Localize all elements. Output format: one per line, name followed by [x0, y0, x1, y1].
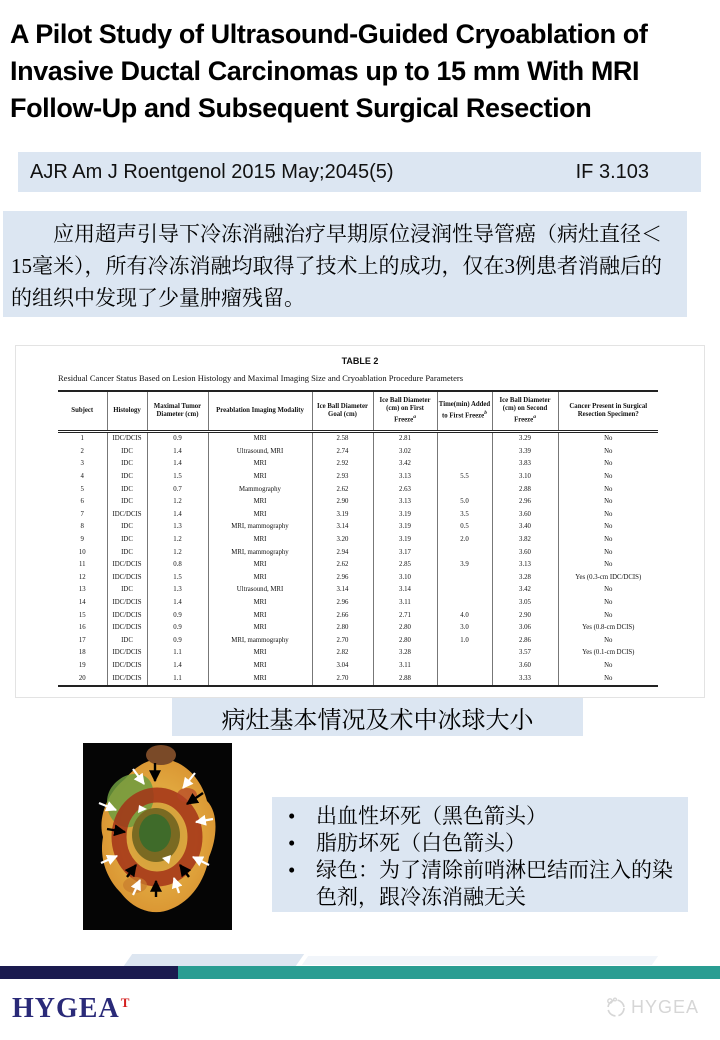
table-cell: 2.74 — [312, 446, 373, 459]
table-cell: 2.80 — [312, 622, 373, 635]
impact-factor: IF 3.103 — [575, 160, 649, 183]
table-cell: 17 — [78, 636, 86, 644]
table-cell: 2.70 — [312, 635, 373, 648]
table-cell: Ultrasound, MRI — [208, 446, 312, 459]
table-row — [58, 584, 658, 597]
table-cell: 3.11 — [373, 660, 437, 673]
table-cell: 1.3 — [147, 521, 208, 534]
legend-box — [272, 797, 688, 912]
table-cell: 3.0 — [437, 622, 492, 635]
table-cell: 3.28 — [373, 647, 437, 660]
table-row — [58, 483, 658, 496]
table-cell: 2.62 — [312, 483, 373, 496]
table-cell: MRI — [208, 597, 312, 610]
table-cell: 3.19 — [373, 509, 437, 522]
table-cell: MRI — [208, 672, 312, 686]
table-cell: 3.9 — [437, 559, 492, 572]
table-cell: 3.14 — [373, 584, 437, 597]
table-cell: 3.10 — [373, 572, 437, 585]
table-header-cell: Subject — [58, 391, 107, 432]
bullet-item: • 绿色：为了清除前哨淋巴结而注入的染色剂，跟冷冻消融无关 — [272, 857, 678, 911]
table-header-cell: Ice Ball Diameter (cm) on First Freeze$^a$ — [373, 391, 437, 432]
data-table — [58, 390, 658, 687]
table-cell: 2.81 — [373, 432, 437, 446]
table-cell: 6 — [80, 498, 84, 506]
table-cell: 2.96 — [312, 572, 373, 585]
table-cell: IDC — [107, 635, 147, 648]
table-cell: 1.4 — [147, 458, 208, 471]
table-cell: 2.96 — [312, 597, 373, 610]
table-cell: 2.92 — [312, 458, 373, 471]
table-cell: No — [558, 584, 658, 597]
table-cell: IDC — [107, 483, 147, 496]
table-cell: 15 — [78, 611, 86, 619]
table-cell: MRI — [208, 534, 312, 547]
table-cell: 2.66 — [312, 609, 373, 622]
table-row — [58, 635, 658, 648]
table-cell: MRI — [208, 458, 312, 471]
table-cell: 1.0 — [437, 635, 492, 648]
table-cell: IDC — [107, 458, 147, 471]
table-figure — [15, 345, 705, 698]
hygea-logo-text: HYGEA — [12, 993, 120, 1024]
table-header-cell: Time(min) Added to First Freeze$^b$ — [437, 391, 492, 432]
footer-decoration-1 — [124, 954, 304, 966]
table-cell — [437, 647, 492, 660]
table-cell: 13 — [78, 586, 86, 594]
table-cell: 3.42 — [492, 584, 558, 597]
table-cell: No — [558, 458, 658, 471]
table-cell: 3.14 — [312, 521, 373, 534]
table-cell: 0.7 — [147, 483, 208, 496]
table-cell: 2 — [80, 447, 84, 455]
table-cell: 3.60 — [492, 546, 558, 559]
table-cell: 11 — [78, 561, 86, 569]
table-cell: 9 — [80, 536, 84, 544]
table-row — [58, 559, 658, 572]
table-header-cell: Ice Ball Diameter Goal (cm) — [312, 391, 373, 432]
table-cell: 1.2 — [147, 546, 208, 559]
table-cell: 5.5 — [437, 471, 492, 484]
table-cell: 3.39 — [492, 446, 558, 459]
table-cell: IDC — [107, 584, 147, 597]
table-cell: 2.63 — [373, 483, 437, 496]
table-cell: 3.04 — [312, 660, 373, 673]
table-cell: IDC — [107, 446, 147, 459]
table-header-cell: Preablation Imaging Modality — [208, 391, 312, 432]
table-cell: MRI — [208, 609, 312, 622]
table-cell: MRI — [208, 647, 312, 660]
watermark-text: HYGEA — [631, 996, 700, 1017]
table-cell: 0.5 — [437, 521, 492, 534]
table-cell: 5.0 — [437, 496, 492, 509]
table-header-cell: Cancer Present in Surgical Resection Specimen? — [558, 391, 658, 432]
table-cell: 0.9 — [147, 609, 208, 622]
table-cell: 14 — [78, 599, 86, 607]
table-cell: No — [558, 609, 658, 622]
table-cell: Yes (0.1-cm DCIS) — [558, 647, 658, 660]
table-cell: IDC — [107, 471, 147, 484]
table-cell: 2.62 — [312, 559, 373, 572]
table-cell: MRI — [208, 471, 312, 484]
table-cell — [437, 660, 492, 673]
citation-bar — [18, 152, 701, 192]
table-row — [58, 597, 658, 610]
table-cell: 2.82 — [312, 647, 373, 660]
table-cell: 3.14 — [312, 584, 373, 597]
table-cell: IDC — [107, 546, 147, 559]
table-cell: 1 — [80, 435, 84, 443]
table-cell: IDC/DCIS — [107, 597, 147, 610]
table-cell: No — [558, 483, 658, 496]
hygea-logo — [12, 993, 130, 1025]
table-cell: 2.86 — [492, 635, 558, 648]
table-cell: 3.60 — [492, 509, 558, 522]
table-cell: 3.83 — [492, 458, 558, 471]
table-caption-cn: 病灶基本情况及术中冰球大小 — [172, 698, 583, 736]
table-cell: No — [558, 509, 658, 522]
table-cell: 1.4 — [147, 446, 208, 459]
table-cell: 3.19 — [312, 509, 373, 522]
table-cell: 2.90 — [312, 496, 373, 509]
table-cell: IDC/DCIS — [107, 559, 147, 572]
table-cell: 2.80 — [373, 622, 437, 635]
table-cell: MRI, mammography — [208, 635, 312, 648]
table-cell: 3.57 — [492, 647, 558, 660]
table-cell: No — [558, 672, 658, 686]
table-cell: 1.4 — [147, 660, 208, 673]
table-cell: MRI — [208, 496, 312, 509]
table-cell: Ultrasound, MRI — [208, 584, 312, 597]
table-cell: 3.11 — [373, 597, 437, 610]
table-cell: 2.70 — [312, 672, 373, 686]
table-cell: IDC/DCIS — [107, 660, 147, 673]
table-cell: 18 — [78, 649, 86, 657]
table-cell: 19 — [78, 661, 86, 669]
table-cell: 2.58 — [312, 432, 373, 446]
table-cell: No — [558, 432, 658, 446]
table-cell: 3.28 — [492, 572, 558, 585]
table-cell: 3.05 — [492, 597, 558, 610]
table-cell: 3.33 — [492, 672, 558, 686]
table-cell — [437, 483, 492, 496]
table-cell: 2.90 — [492, 609, 558, 622]
table-cell — [437, 572, 492, 585]
table-cell: 3.19 — [373, 534, 437, 547]
table-cell: IDC/DCIS — [107, 432, 147, 446]
table-cell: 2.93 — [312, 471, 373, 484]
table-cell: IDC/DCIS — [107, 572, 147, 585]
table-cell: 3.29 — [492, 432, 558, 446]
table-cell — [437, 584, 492, 597]
watermark — [604, 996, 699, 1018]
table-cell: MRI — [208, 559, 312, 572]
table-cell: 2.88 — [373, 672, 437, 686]
table-cell: IDC — [107, 521, 147, 534]
table-row — [58, 509, 658, 522]
table-cell: 3.06 — [492, 622, 558, 635]
table-cell: No — [558, 534, 658, 547]
bullet-item: • 出血性坏死（黑色箭头） — [272, 803, 678, 830]
table-cell: 3.13 — [373, 496, 437, 509]
table-row — [58, 622, 658, 635]
footer-decoration-2 — [302, 956, 658, 965]
table-cell: No — [558, 559, 658, 572]
table-cell: 0.9 — [147, 622, 208, 635]
table-cell — [437, 672, 492, 686]
table-cell: 3.13 — [373, 471, 437, 484]
table-cell: 3.10 — [492, 471, 558, 484]
table-cell: MRI — [208, 432, 312, 446]
table-cell: 2.94 — [312, 546, 373, 559]
table-row — [58, 647, 658, 660]
table-cell: 1.1 — [147, 647, 208, 660]
table-cell: 1.5 — [147, 471, 208, 484]
specimen-top-nodule — [146, 745, 176, 765]
table-cell: 1.4 — [147, 597, 208, 610]
table-cell: 2.96 — [492, 496, 558, 509]
hygea-logo-mark: T — [120, 994, 131, 1010]
table-cell: Yes (0.8-cm DCIS) — [558, 622, 658, 635]
table-cell: IDC/DCIS — [107, 509, 147, 522]
table-cell: MRI — [208, 509, 312, 522]
table-row — [58, 534, 658, 547]
table-cell: 3.60 — [492, 660, 558, 673]
table-cell: IDC — [107, 534, 147, 547]
table-cell: 2.85 — [373, 559, 437, 572]
table-cell: MRI, mammography — [208, 546, 312, 559]
table-row — [58, 496, 658, 509]
table-cell: 10 — [78, 548, 86, 556]
table-cell: IDC/DCIS — [107, 622, 147, 635]
table-cell: 3.82 — [492, 534, 558, 547]
table-row — [58, 521, 658, 534]
table-row — [58, 458, 658, 471]
table-cell: 2.71 — [373, 609, 437, 622]
table-cell: 0.9 — [147, 635, 208, 648]
table-cell — [437, 546, 492, 559]
bullet-item: • 脂肪坏死（白色箭头） — [272, 830, 678, 857]
table-cell: 3.02 — [373, 446, 437, 459]
table-cell: 5 — [80, 485, 84, 493]
table-cell: 16 — [78, 624, 86, 632]
table-header-cell: Histology — [107, 391, 147, 432]
table-cell: 3.19 — [373, 521, 437, 534]
table-cell: 4.0 — [437, 609, 492, 622]
table-row — [58, 660, 658, 673]
table-cell: MRI, mammography — [208, 521, 312, 534]
table-cell: No — [558, 635, 658, 648]
table-cell: No — [558, 446, 658, 459]
table-header-row — [58, 391, 658, 432]
table-row — [58, 609, 658, 622]
table-cell: 3.20 — [312, 534, 373, 547]
bullet-list — [272, 803, 678, 911]
table-cell: 4 — [80, 473, 84, 481]
table-row — [58, 546, 658, 559]
table-cell: 1.2 — [147, 496, 208, 509]
table-caption: Residual Cancer Status Based on Lesion Histology and Maximal Imaging Size and Cryoablation Procedure Parameters — [58, 373, 464, 383]
table-row — [58, 432, 658, 446]
table-cell: MRI — [208, 660, 312, 673]
table-cell: 2.80 — [373, 635, 437, 648]
table-cell: 2.88 — [492, 483, 558, 496]
table-cell: No — [558, 521, 658, 534]
footer-bar-teal — [178, 966, 720, 979]
table-cell — [437, 432, 492, 446]
table-cell: MRI — [208, 622, 312, 635]
table-cell: 1.3 — [147, 584, 208, 597]
table-cell: 3 — [80, 460, 84, 468]
table-cell: 3.17 — [373, 546, 437, 559]
table-body — [58, 432, 658, 686]
table-row — [58, 446, 658, 459]
table-row — [58, 572, 658, 585]
table-cell — [437, 597, 492, 610]
citation-text: AJR Am J Roentgenol 2015 May;2045(5) — [30, 160, 394, 183]
table-cell: 12 — [78, 573, 86, 581]
table-cell: 3.5 — [437, 509, 492, 522]
table-cell: 2.0 — [437, 534, 492, 547]
table-cell — [437, 446, 492, 459]
specimen-illustration — [83, 743, 232, 930]
watermark-stamp-icon — [604, 996, 626, 1018]
table-cell: 3.42 — [373, 458, 437, 471]
table-header-cell: Ice Ball Diameter (cm) on Second Freeze$^a$ — [492, 391, 558, 432]
table-cell: 3.40 — [492, 521, 558, 534]
table-cell: MRI — [208, 572, 312, 585]
page-title: A Pilot Study of Ultrasound-Guided Cryoablation of Invasive Ductal Carcinomas up to 15 mm With MRI Follow-Up and Subsequent Surgical Resection — [10, 19, 648, 123]
table-cell: 1.1 — [147, 672, 208, 686]
table-cell: 1.4 — [147, 509, 208, 522]
table-cell: 1.5 — [147, 572, 208, 585]
table-cell — [437, 458, 492, 471]
table-cell: No — [558, 597, 658, 610]
table-cell: 1.2 — [147, 534, 208, 547]
green-dye-center — [139, 814, 171, 852]
table-cell: 20 — [78, 674, 86, 682]
table-row — [58, 471, 658, 484]
table-cell: No — [558, 660, 658, 673]
table-cell: 7 — [80, 510, 84, 518]
table-cell: IDC/DCIS — [107, 672, 147, 686]
table-cell: IDC/DCIS — [107, 647, 147, 660]
table-row — [58, 672, 658, 686]
table-cell: 3.13 — [492, 559, 558, 572]
table-label: TABLE 2 — [341, 356, 379, 366]
table-cell: IDC — [107, 496, 147, 509]
table-cell: 0.9 — [147, 432, 208, 446]
summary-cn: 应用超声引导下冷冻消融治疗早期原位浸润性导管癌（病灶直径＜15毫米），所有冷冻消融均取得了技术上的成功，仅在3例患者消融后的的组织中发现了少量肿瘤残留。 — [3, 211, 687, 317]
table-cell: Yes (0.3-cm IDC/DCIS) — [558, 572, 658, 585]
table-cell: No — [558, 496, 658, 509]
specimen-photo — [83, 743, 232, 930]
footer-bar-navy — [0, 966, 178, 979]
table-header-cell: Maximal Tumor Diameter (cm) — [147, 391, 208, 432]
table-cell: 0.8 — [147, 559, 208, 572]
table-cell: Mammography — [208, 483, 312, 496]
table-cell: IDC/DCIS — [107, 609, 147, 622]
table-cell: No — [558, 546, 658, 559]
table-cell: No — [558, 471, 658, 484]
table-cell: 8 — [80, 523, 84, 531]
